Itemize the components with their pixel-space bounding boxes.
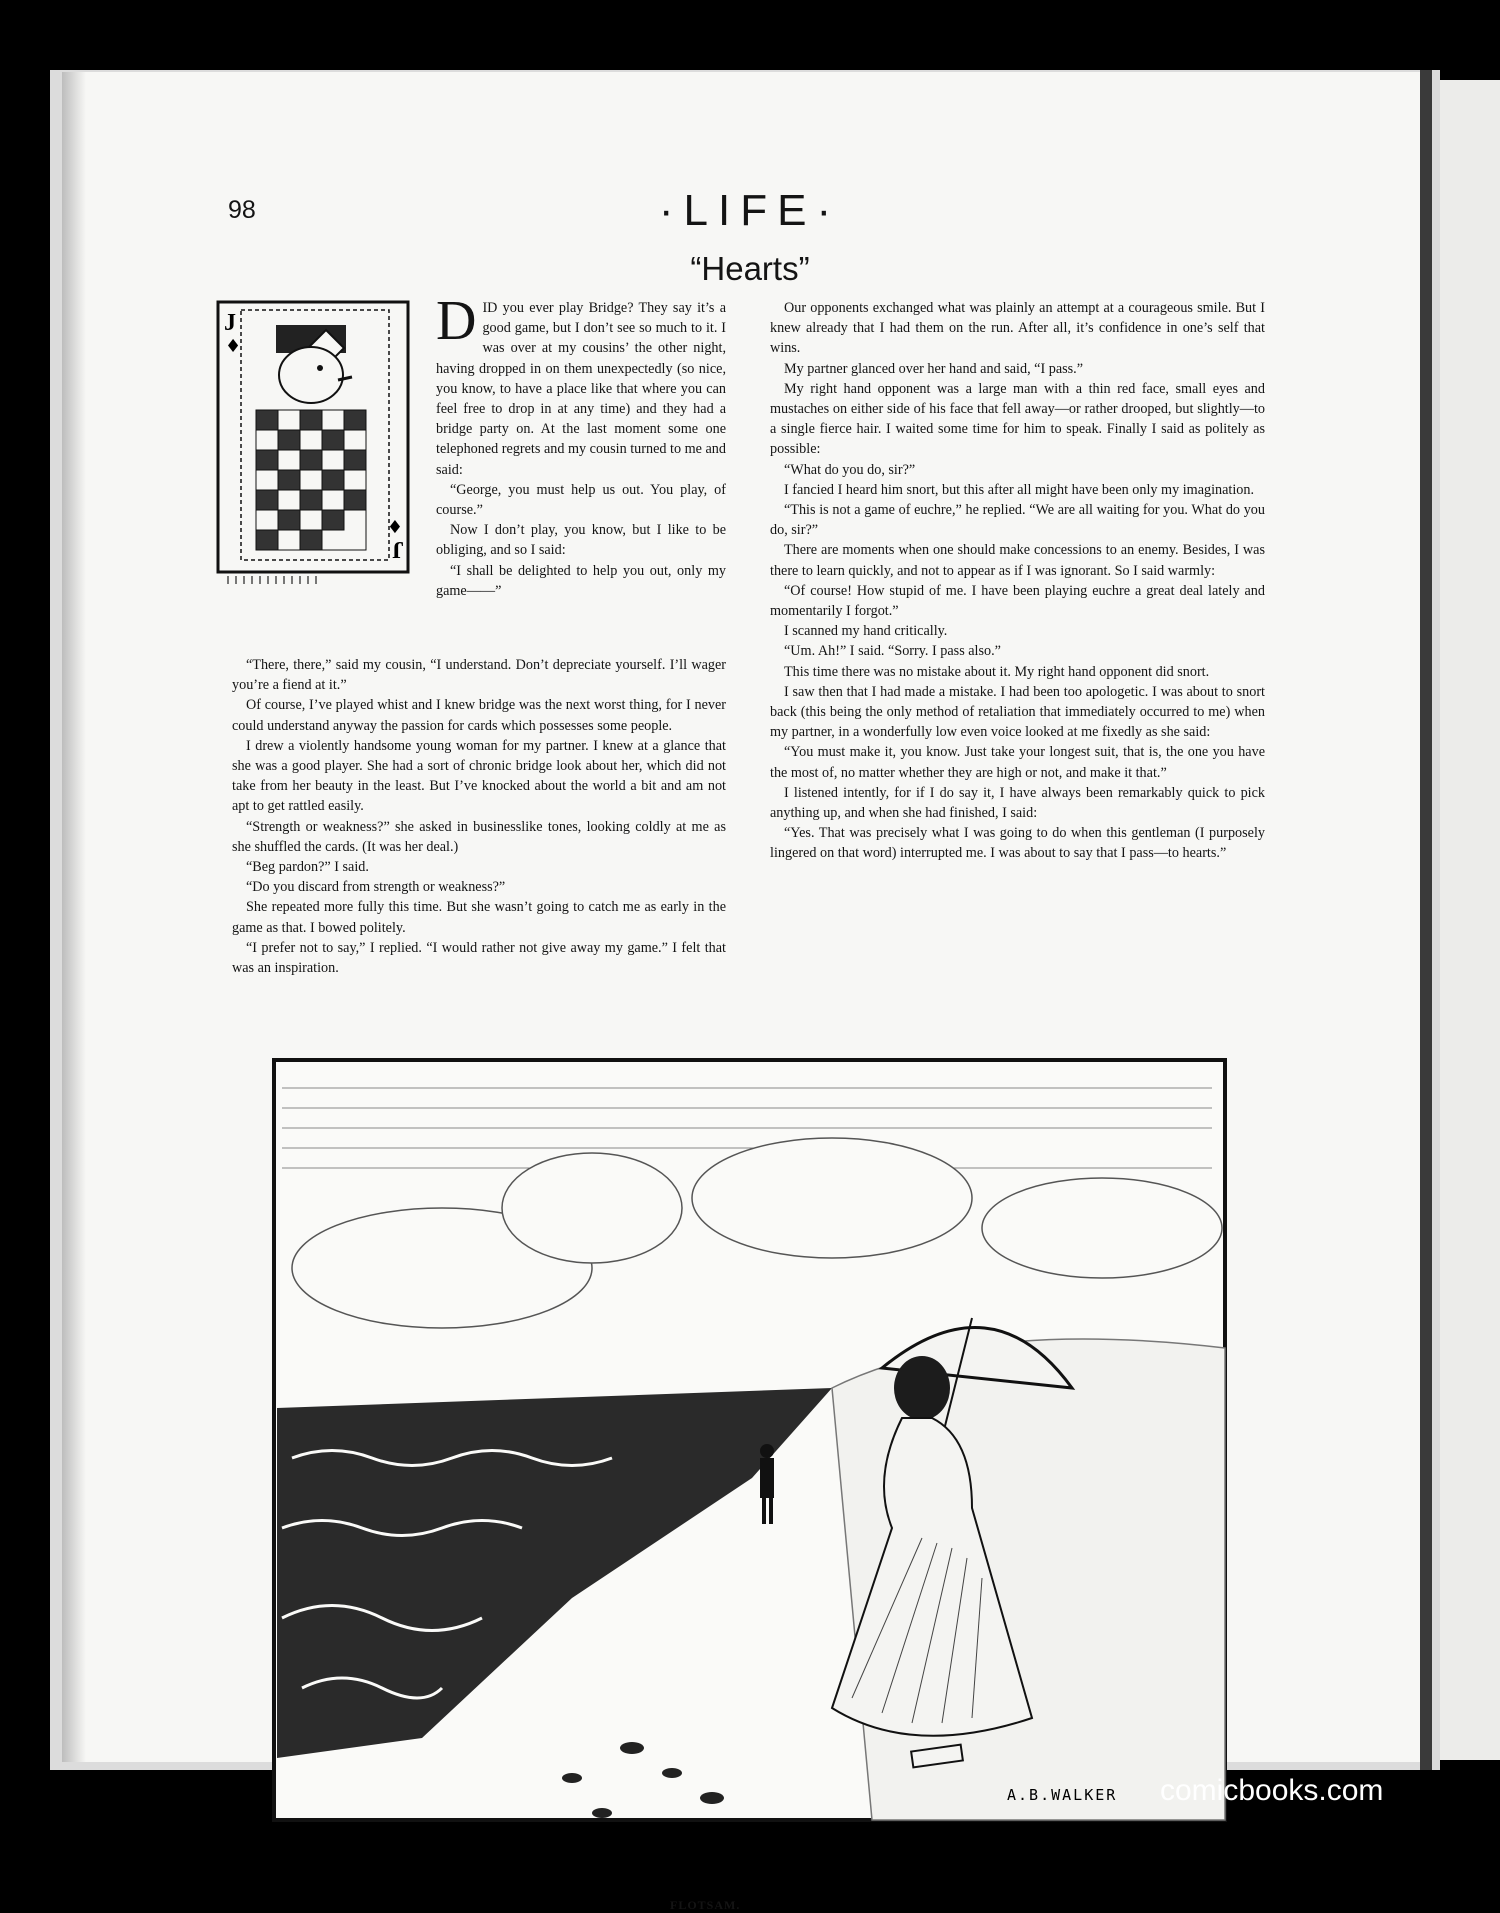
article-paragraph: There are moments when one should make concessions to an enemy. Besides, I was there to learn quickly, and not to appear as if I was ignorant. So I said warmly:: [770, 542, 1265, 579]
article-paragraph: I listened intently, for if I do say it, I have always been remarkably quick to pick anything up, and when she had finished, I said:: [770, 784, 1265, 822]
article-paragraph: “You must make it, you know. Just take your longest suit, that is, the one you have the most of, no matter whether they are high or not, and make it that.”: [770, 744, 1265, 781]
card-suit-top: ♦: [225, 336, 242, 357]
article-paragraph: “This is not a game of euchre,” he replied. “We are all waiting for you. What do you do, sir?”: [770, 502, 1265, 539]
article-paragraph: Of course, I’ve played whist and I knew bridge was the next worst thing, for I never could understand anyway the passion for cards which possesses some people.: [232, 697, 726, 734]
article-paragraph: “Beg pardon?” I said.: [246, 859, 369, 876]
article-paragraph: “Um. Ah!” I said. “Sorry. I pass also.”: [784, 643, 1001, 660]
article-paragraph: “Do you discard from strength or weakness?”: [246, 879, 506, 896]
page-gutter-shadow: [62, 72, 86, 1762]
article-right-column: [770, 298, 1265, 864]
article-paragraph: “Strength or weakness?” she asked in businesslike tones, looking coldly at me as she shuffled the cards. (It was her deal.): [232, 818, 726, 855]
card-rank-bottom: J: [392, 536, 404, 562]
intro-paragraph: Now I don’t play, you know, but I like to be obliging, and so I said:: [436, 522, 726, 559]
facing-page-edge: [1440, 80, 1500, 1760]
article-paragraph: I drew a violently handsome young woman for my partner. I knew at a glance that she was a good player. She had a sort of chronic bridge look about her, which did not take from her beauty in the least. But I’ve knocked about the world a bit and am not apt to get rattled easily.: [232, 737, 726, 815]
artist-signature: A.B.WALKER: [1007, 1786, 1118, 1804]
article-paragraph: I fancied I heard him snort, but this after all might have been only my imagination.: [784, 481, 1255, 498]
beach-illustration: [272, 1058, 1227, 1908]
drop-cap: D: [436, 290, 477, 352]
article-title: “Hearts”: [690, 250, 810, 287]
article-paragraph: My right hand opponent was a large man with a thin red face, small eyes and mustaches on either side of his face that fell away—or rather drooped, but slightly—to a single fierce hair. I waited some time for him to speak. Finally I said as politely as possible:: [770, 380, 1265, 458]
book-spine: [1420, 70, 1432, 1770]
article-paragraph: I scanned my hand critically.: [784, 623, 948, 640]
article-paragraph: This time there was no mistake about it. My right hand opponent did snort.: [784, 663, 1210, 680]
page-number: 98: [228, 196, 256, 224]
card-suit-bottom: ♦: [386, 515, 403, 536]
intro-paragraph: DID you ever play Bridge? They say it’s a good game, but I don’t see so much to it. I was over at my cousins’ the other night, having dropped in on them unexpectedly (so nice, you know, to have a place like that where you can feel free to drop in at any time) and they had a bridge party on. At the last moment some one telephoned regrets and my cousin turned to me and said:: [436, 290, 726, 478]
jack-of-diamonds-card-illustration: [216, 300, 416, 586]
intro-paragraph: “George, you must help us out. You play, of course.”: [436, 481, 726, 519]
watermark-text: comicbooks.com: [1160, 1774, 1384, 1807]
article-paragraph: “What do you do, sir?”: [784, 461, 916, 478]
article-paragraph: “There, there,” said my cousin, “I understand. Don’t depreciate yourself. I’ll wager you’re a fiend at it.”: [232, 657, 726, 694]
article-paragraph: My partner glanced over her hand and said, “I pass.”: [784, 360, 1084, 377]
illustration-caption: FLOTSAM.: [670, 1898, 741, 1912]
article-paragraph: “I prefer not to say,” I replied. “I would rather not give away my game.” I felt that was an inspiration.: [232, 939, 726, 977]
article-paragraph: “Yes. That was precisely what I was going to do when this gentleman (I purposely lingered on that word) interrupted me. I was about to say that I pass—to hearts.”: [770, 825, 1265, 862]
article-paragraph: “Of course! How stupid of me. I have been playing euchre a great deal lately and momentarily I forgot.”: [770, 582, 1265, 620]
intro-paragraph: “I shall be delighted to help you out, only my game——”: [436, 562, 726, 599]
article-paragraph: She repeated more fully this time. But she wasn’t going to catch me as early in the game as that. I bowed politely.: [232, 899, 726, 936]
article-paragraph: Our opponents exchanged what was plainly an attempt at a courageous smile. But I knew already that I had them on the run. After all, it’s confidence in one’s self that wins.: [770, 300, 1265, 357]
article-paragraph: I saw then that I had made a mistake. I had been too apologetic. I was about to snort back (this being the only method of retaliation that immediately occurred to me) when my partner, in a wonderfully low even voice looked at me fixedly as she said:: [770, 683, 1265, 741]
article-left-column: [232, 655, 726, 978]
article-intro-column: [436, 290, 726, 601]
card-rank-top: J: [224, 310, 236, 336]
masthead: ·LIFE·: [658, 186, 842, 235]
